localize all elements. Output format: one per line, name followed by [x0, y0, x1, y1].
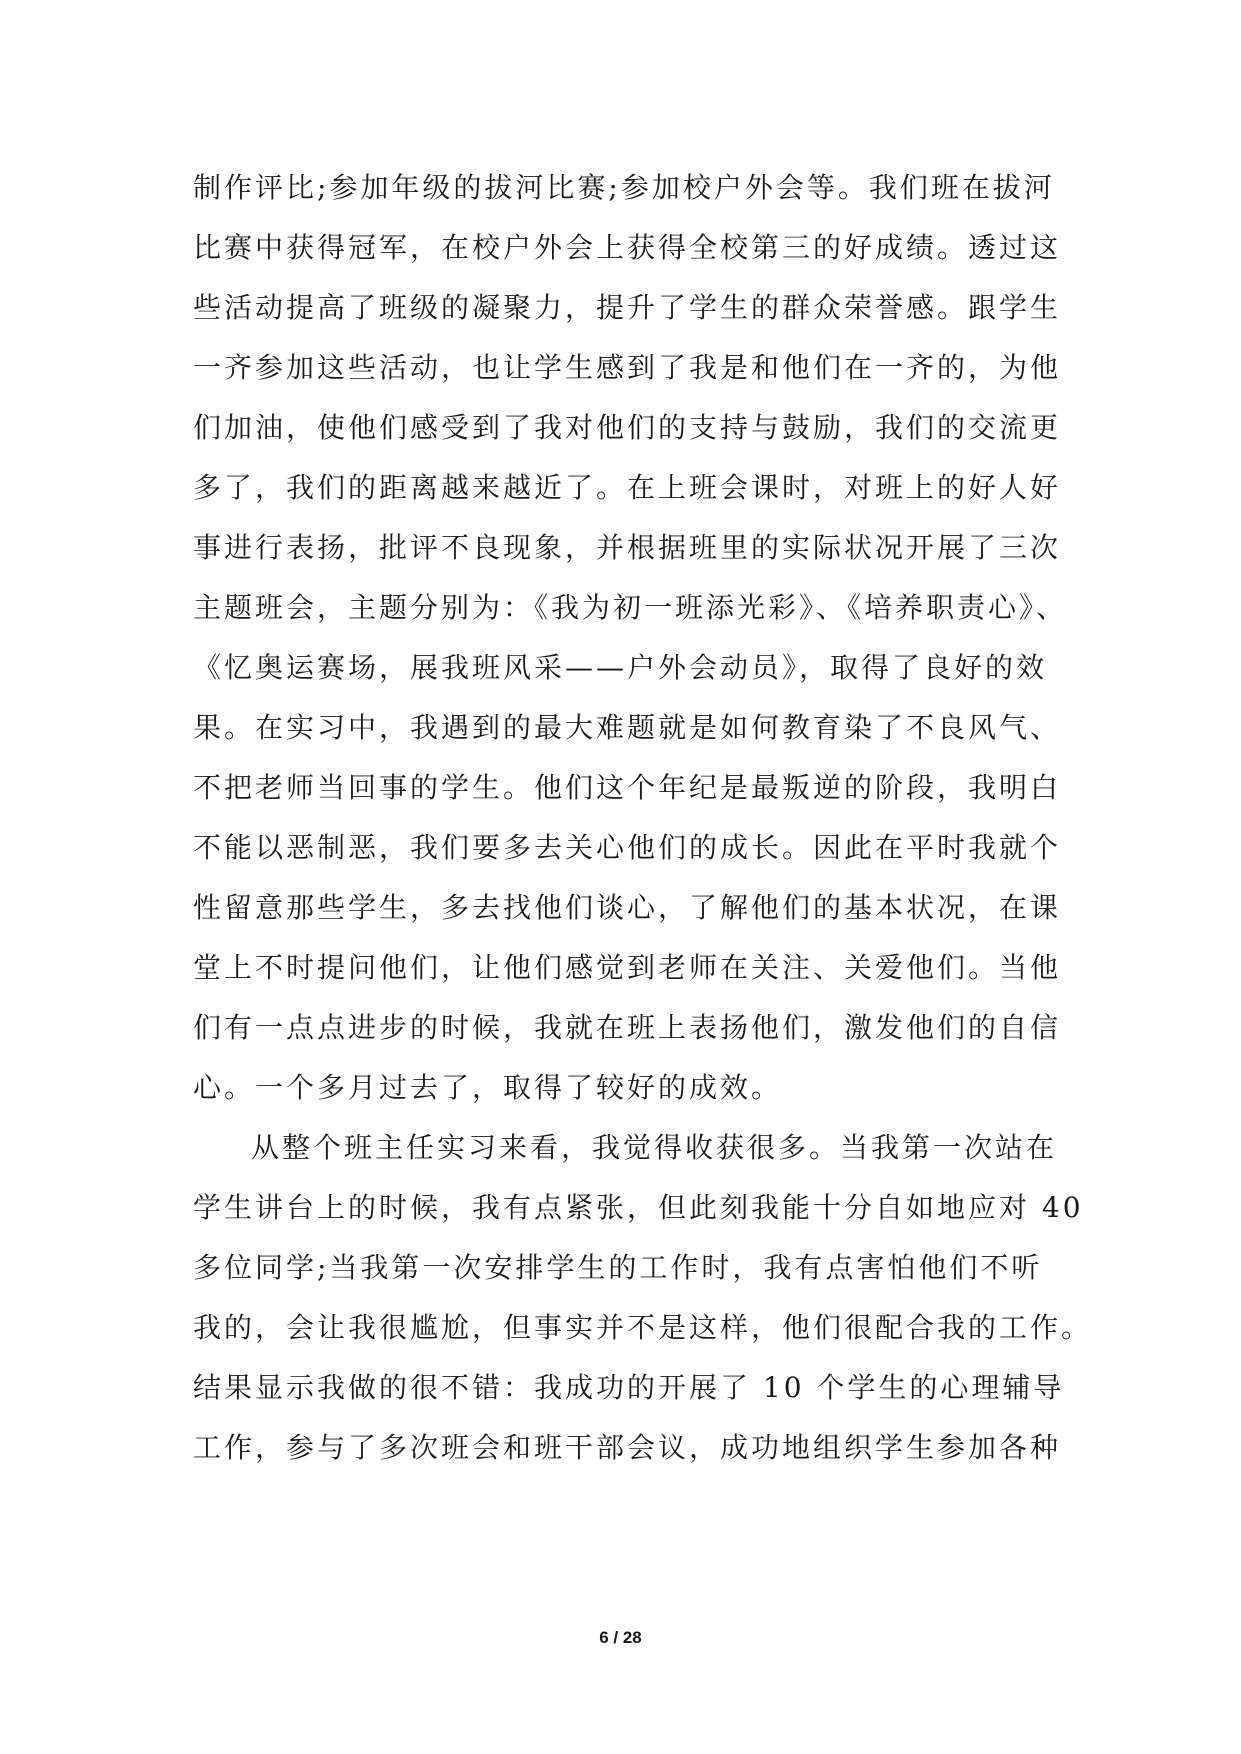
body-text — [193, 158, 1093, 1478]
text-line: 们有一点点进步的时候，我就在班上表扬他们，激发他们的自信 — [193, 1011, 1062, 1044]
text-line: 心。一个多月过去了，取得了较好的成效。 — [193, 1071, 783, 1104]
text-line: 《忆奥运赛场，展我班风采——户外会动员》，取得了良好的效 — [193, 651, 1048, 684]
text-line: 主题班会，主题分别为：《我为初一班添光彩》、《培养职责心》、 — [193, 591, 1068, 624]
text-line: 我的，会让我很尴尬，但事实并不是这样，他们很配合我的工作。 — [193, 1311, 1093, 1344]
text-line: 些活动提高了班级的凝聚力，提升了学生的群众荣誉感。跟学生 — [193, 291, 1062, 324]
paragraph-start-line: 从整个班主任实习来看，我觉得收获很多。当我第一次站在 — [251, 1131, 1058, 1164]
text-line: 学生讲台上的时候，我有点紧张，但此刻我能十分自如地应对 40 — [193, 1191, 1084, 1224]
text-line: 制作评比;参加年级的拔河比赛;参加校户外会等。我们班在拔河 — [193, 171, 1055, 204]
text-line: 多了，我们的距离越来越近了。在上班会课时，对班上的好人好 — [193, 471, 1062, 504]
text-line: 堂上不时提问他们，让他们感觉到老师在关注、关爱他们。当他 — [193, 951, 1062, 984]
text-line: 不把老师当回事的学生。他们这个年纪是最叛逆的阶段，我明白 — [193, 771, 1062, 804]
text-line: 一齐参加这些活动，也让学生感到了我是和他们在一齐的，为他 — [193, 351, 1062, 384]
text-line: 性留意那些学生，多去找他们谈心，了解他们的基本状况，在课 — [193, 891, 1062, 924]
text-line: 多位同学;当我第一次安排学生的工作时，我有点害怕他们不听 — [193, 1251, 1043, 1284]
text-line: 们加油，使他们感受到了我对他们的支持与鼓励，我们的交流更 — [193, 411, 1062, 444]
text-line: 果。在实习中，我遇到的最大难题就是如何教育染了不良风气、 — [193, 711, 1062, 744]
page-number: 6 / 28 — [599, 1628, 642, 1647]
text-line: 工作，参与了多次班会和班干部会议，成功地组织学生参加各种 — [193, 1431, 1062, 1464]
text-line: 事进行表扬，批评不良现象，并根据班里的实际状况开展了三次 — [193, 531, 1062, 564]
text-line: 不能以恶制恶，我们要多去关心他们的成长。因此在平时我就个 — [193, 831, 1062, 864]
text-line: 结果显示我做的很不错：我成功的开展了 10 个学生的心理辅导 — [193, 1371, 1065, 1404]
text-line: 比赛中获得冠军，在校户外会上获得全校第三的好成绩。透过这 — [193, 231, 1062, 264]
